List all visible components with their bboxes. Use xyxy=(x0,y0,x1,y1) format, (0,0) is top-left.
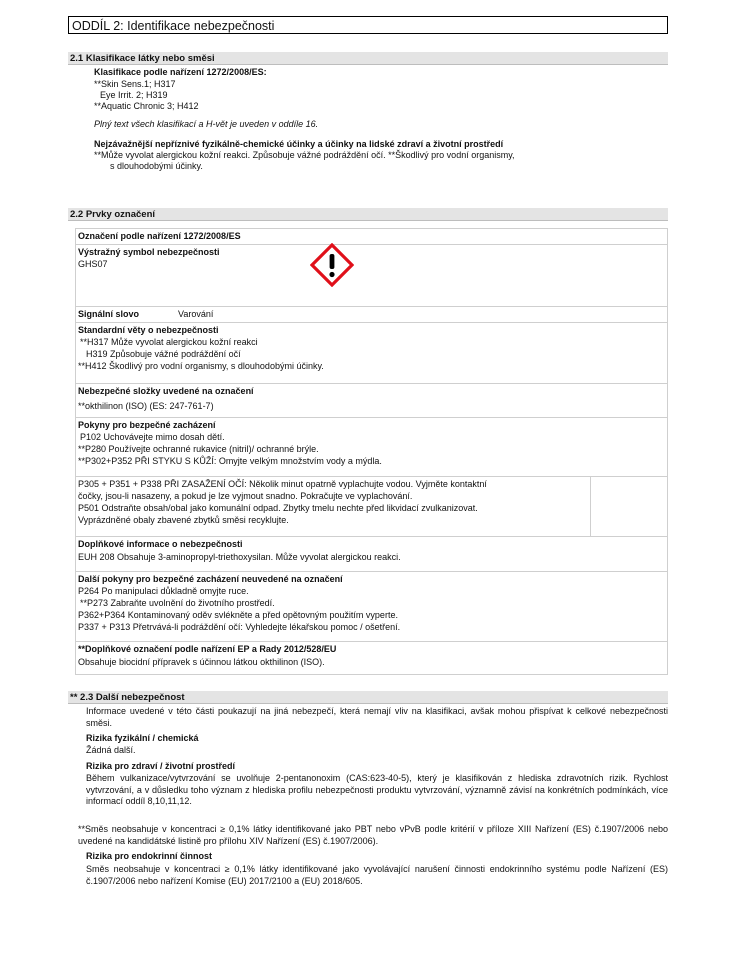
classification-item: **Skin Sens.1; H317 xyxy=(94,79,176,89)
subsection-2-3-title: ** 2.3 Další nebezpečnost xyxy=(68,691,668,704)
divider xyxy=(75,476,668,477)
eu-label-text: Obsahuje biocidní přípravek s účinnou látkou okthilinon (ISO). xyxy=(78,657,325,667)
physical-risks-text: Žádná další. xyxy=(86,745,136,755)
eu-label-heading: **Doplňkové označení podle nařízení EP a Rady 2012/528/EU xyxy=(78,644,337,654)
precaution-statement: P102 Uchovávejte mimo dosah dětí. xyxy=(80,432,225,442)
endocrine-heading: Rizika pro endokrinní činnost xyxy=(86,851,213,861)
divider xyxy=(75,383,668,384)
effects-heading: Nejzávažnější nepříznivé fyzikálně-chemické účinky a účinky na lidské zdraví a životní prostředí xyxy=(94,139,504,149)
precaution-statement: **P302+P352 PŘI STYKU S KŮŽÍ: Omyjte velkým množstvím vody a mýdla. xyxy=(78,456,382,466)
hazard-statement: **H412 Škodlivý pro vodní organismy, s dlouhodobými účinky. xyxy=(78,361,324,371)
label-heading: Označení podle nařízení 1272/2008/ES xyxy=(78,231,241,241)
hazard-statement: **H317 Může vyvolat alergickou kožní reakci xyxy=(80,337,258,347)
effects-text-cont: s dlouhodobými účinky. xyxy=(110,161,203,171)
other-precautions-heading: Další pokyny pro bezpečné zacházení neuvedené na označení xyxy=(78,574,343,584)
hazard-statements-heading: Standardní věty o nebezpečnosti xyxy=(78,325,219,335)
supplemental-heading: Doplňkové informace o nebezpečnosti xyxy=(78,539,243,549)
precaution-statement: P501 Odstraňte obsah/obal jako komunální odpad. Zbytky tmelu nechte před likvidací zvulkanizovat. xyxy=(78,503,478,513)
divider xyxy=(75,571,668,572)
other-precaution: **P273 Zabraňte uvolnění do životního prostředí. xyxy=(80,598,275,608)
other-precaution: P362+P364 Kontaminovaný oděv svlékněte a před opětovným použitím vyperte. xyxy=(78,610,398,620)
section-title: ODDÍL 2: Identifikace nebezpečnosti xyxy=(68,16,668,34)
signal-word-label: Signální slovo xyxy=(78,309,140,319)
classification-item: **Aquatic Chronic 3; H412 xyxy=(94,101,199,111)
exclamation-mark-icon xyxy=(310,243,354,287)
effects-text: **Může vyvolat alergickou kožní reakci. Způsobuje vážné podráždění očí. **Škodlivý pro vodní organismy, xyxy=(94,150,515,160)
divider xyxy=(75,536,668,537)
physical-risks-heading: Rizika fyzikální / chemická xyxy=(86,733,199,743)
pbt-statement: **Směs neobsahuje v koncentraci ≥ 0,1% látky identifikované jako PBT nebo vPvB podle kritérií v příloze XIII Nařízení (ES) č.1907/2006 nebo uvedené na kandidátské listině pro přílohu XIV Nařízení (ES) č.1907/2006). xyxy=(78,824,668,846)
subsection-2-2-title: 2.2 Prvky označení xyxy=(68,208,668,221)
other-hazards-intro: Informace uvedené v této části poukazují na jiná nebezpečí, která nemají vliv na klasifikaci, avšak mohou přispívat k celkové nebezpečnosti směsi. xyxy=(86,706,668,728)
symbol-code: GHS07 xyxy=(78,259,108,269)
symbol-heading: Výstražný symbol nebezpečnosti xyxy=(78,247,220,257)
health-risks-text: Během vulkanizace/vytvrzování se uvolňuje 2-pentanonoxim (CAS:623-40-5), který je klasifikován z hlediska zdravotních rizik. Rychlost vytvrzování, a v důsledku toho význam z hlediska profilu nebezpečnosti produktu vytvrzování, významně závisí na konkrétních podmínkách, více informací oddíl 8,10,11,12. xyxy=(86,773,668,806)
signal-word-value: Varování xyxy=(178,309,214,319)
classification-heading: Klasifikace podle nařízení 1272/2008/ES: xyxy=(94,67,267,77)
supplemental-statement: EUH 208 Obsahuje 3-aminopropyl-triethoxysilan. Může vyvolat alergickou reakci. xyxy=(78,552,401,562)
precaution-heading: Pokyny pro bezpečné zacházení xyxy=(78,420,216,430)
hazard-statement: H319 Způsobuje vážné podráždění očí xyxy=(86,349,241,359)
other-precaution: P264 Po manipulaci důkladně omyjte ruce. xyxy=(78,586,249,596)
divider xyxy=(75,322,668,323)
divider xyxy=(75,641,668,642)
divider xyxy=(75,306,668,307)
subsection-2-1-title: 2.1 Klasifikace látky nebo směsi xyxy=(68,52,668,65)
classification-note: Plný text všech klasifikací a H-vět je uveden v oddíle 16. xyxy=(94,119,319,129)
precaution-statement: čočky, jsou-li nasazeny, a pokud je lze vyjmout snadno. Pokračujte ve vyplachování. xyxy=(78,491,413,501)
divider-vertical xyxy=(590,476,591,536)
precaution-statement: Vyprázdněné obaly zbavené zbytků směsi recyklujte. xyxy=(78,515,289,525)
divider xyxy=(75,244,668,245)
endocrine-text: Směs neobsahuje v koncentraci ≥ 0,1% látky identifikované jako vyvolávající narušení činnosti endokrinního systému podle Nařízení (ES) č.1907/2006 nebo nařízení Komise (EU) 2017/2100 a (EU) 2018/605. xyxy=(86,864,668,886)
hazardous-component: **okthilinon (ISO) (ES: 247-761-7) xyxy=(78,401,214,411)
hazardous-components-heading: Nebezpečné složky uvedené na označení xyxy=(78,386,254,396)
classification-item: Eye Irrit. 2; H319 xyxy=(100,90,168,100)
precaution-statement: P305 + P351 + P338 PŘI ZASAŽENÍ OČÍ: Několik minut opatrně vyplachujte vodou. Vyjměte kontaktní xyxy=(78,479,487,489)
precaution-statement: **P280 Používejte ochranné rukavice (nitril)/ ochranné brýle. xyxy=(78,444,319,454)
other-precaution: P337 + P313 Přetrvává-li podráždění očí: Vyhledejte lékařskou pomoc / ošetření. xyxy=(78,622,401,632)
divider xyxy=(75,417,668,418)
health-risks-heading: Rizika pro zdraví / životní prostředí xyxy=(86,761,236,771)
